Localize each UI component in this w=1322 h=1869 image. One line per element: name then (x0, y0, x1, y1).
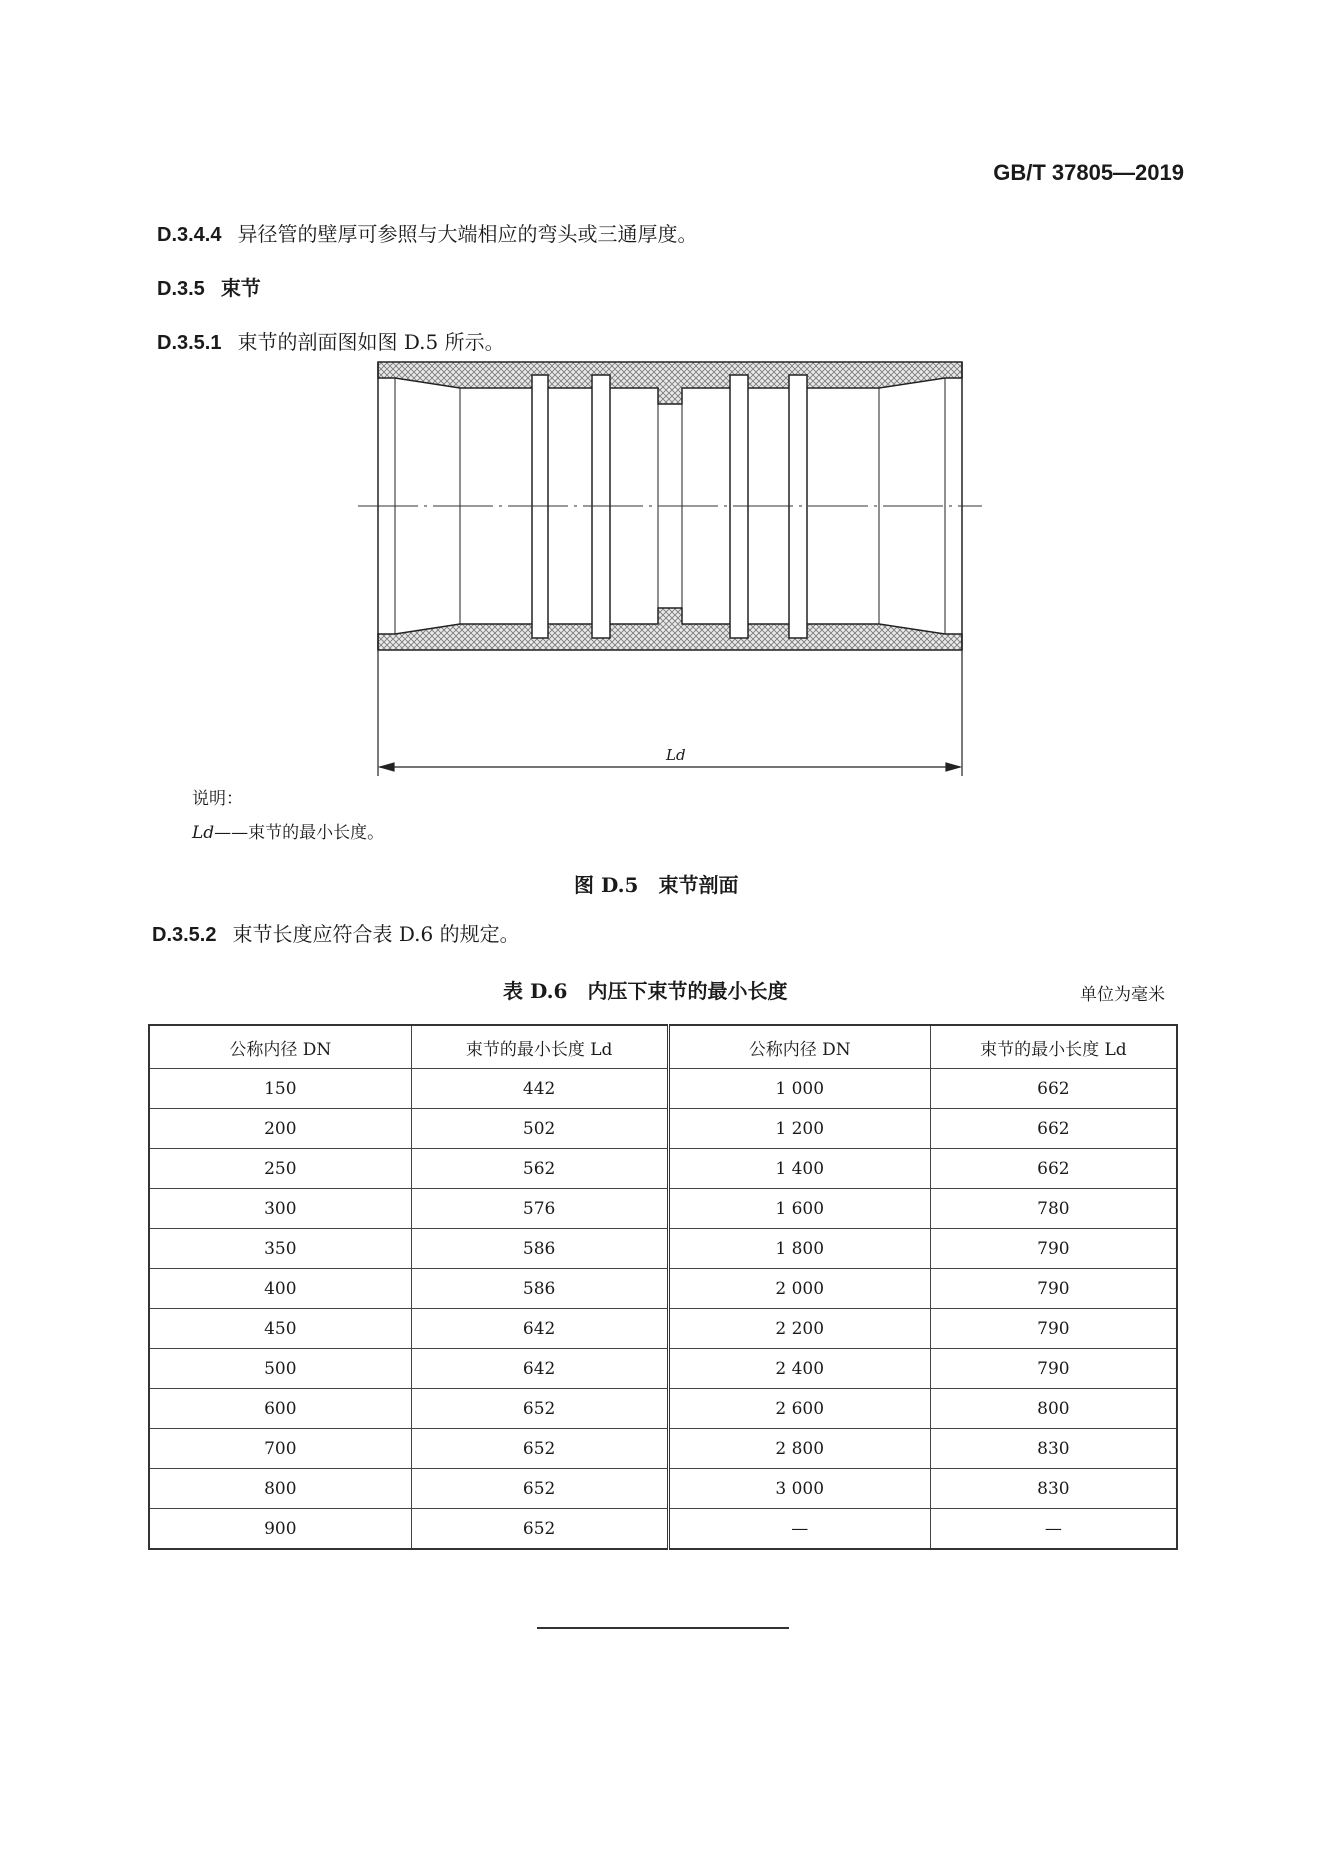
table-cell: 652 (411, 1509, 668, 1550)
table-row (149, 1349, 1177, 1389)
table-cell: 502 (411, 1109, 668, 1149)
table-cell: 900 (149, 1509, 411, 1550)
table-cell: 586 (411, 1269, 668, 1309)
clause-text: 束节长度应符合表 D.6 的规定。 (232, 922, 520, 946)
clause-text: 束节 (220, 276, 261, 300)
table-cell: 400 (149, 1269, 411, 1309)
table-cell: 790 (930, 1269, 1177, 1309)
table-row (149, 1389, 1177, 1429)
table-cell: 1 000 (668, 1069, 930, 1109)
table-cell: 500 (149, 1349, 411, 1389)
table-cell: 790 (930, 1229, 1177, 1269)
table-cell: — (668, 1509, 930, 1550)
table-cell: 1 800 (668, 1229, 930, 1269)
table-row (149, 1269, 1177, 1309)
table-cell: 250 (149, 1149, 411, 1189)
table-cell: 652 (411, 1469, 668, 1509)
table-cell: 662 (930, 1149, 1177, 1189)
table-cell: 450 (149, 1309, 411, 1349)
table-cell: 586 (411, 1229, 668, 1269)
table-cell: 150 (149, 1069, 411, 1109)
table-cell: 800 (149, 1469, 411, 1509)
table-cell: 2 400 (668, 1349, 930, 1389)
table-cell: 2 000 (668, 1269, 930, 1309)
legend-text: ——束节的最小长度。 (214, 823, 385, 843)
table-cell: 600 (149, 1389, 411, 1429)
table-cell: 652 (411, 1429, 668, 1469)
table-row (149, 1509, 1177, 1550)
legend-symbol: Ld (192, 823, 215, 843)
clause-number: D.3.4.4 (157, 224, 222, 246)
table-cell: 1 600 (668, 1189, 930, 1229)
clause-d352 (152, 918, 520, 947)
table-cell: 642 (411, 1309, 668, 1349)
table-cell: 662 (930, 1109, 1177, 1149)
table-caption: 表 D.6 内压下束节的最小长度 (503, 979, 788, 1003)
table-cell: 2 600 (668, 1389, 930, 1429)
table-row (149, 1069, 1177, 1109)
table-cell: 700 (149, 1429, 411, 1469)
table-cell: 790 (930, 1309, 1177, 1349)
legend-item (192, 818, 384, 843)
table-row (149, 1109, 1177, 1149)
clause-number: D.3.5.1 (157, 332, 222, 354)
table-cell: 200 (149, 1109, 411, 1149)
table-cell: 2 200 (668, 1309, 930, 1349)
column-header: 束节的最小长度 Ld (930, 1025, 1177, 1069)
dimension-label: Ld (666, 746, 686, 764)
table-cell: 1 200 (668, 1109, 930, 1149)
clause-text: 异径管的壁厚可参照与大端相应的弯头或三通厚度。 (237, 222, 698, 246)
table-cell: 652 (411, 1389, 668, 1429)
legend-title: 说明： (192, 789, 243, 809)
table-cell: 442 (411, 1069, 668, 1109)
table-cell: 576 (411, 1189, 668, 1229)
coupling-section-figure (0, 0, 1322, 800)
table-cell: 350 (149, 1229, 411, 1269)
table-row (149, 1429, 1177, 1469)
min-length-table (148, 1024, 1178, 1550)
table-row (149, 1469, 1177, 1509)
table-cell: 3 000 (668, 1469, 930, 1509)
table-cell: — (930, 1509, 1177, 1550)
table-cell: 790 (930, 1349, 1177, 1389)
table-cell: 830 (930, 1469, 1177, 1509)
table-unit: 单位为毫米 (1080, 985, 1165, 1005)
table-row (149, 1309, 1177, 1349)
column-header: 公称内径 DN (668, 1025, 930, 1069)
table-row (149, 1149, 1177, 1189)
table-row (149, 1229, 1177, 1269)
column-header: 束节的最小长度 Ld (411, 1025, 668, 1069)
table-cell: 562 (411, 1149, 668, 1189)
table-cell: 1 400 (668, 1149, 930, 1189)
figure-caption: 图 D.5 束节剖面 (574, 873, 739, 897)
column-header: 公称内径 DN (149, 1025, 411, 1069)
clause-number: D.3.5.2 (152, 924, 217, 946)
standard-id: GB/T 37805—2019 (993, 160, 1184, 185)
table-cell: 780 (930, 1189, 1177, 1229)
table-cell: 662 (930, 1069, 1177, 1109)
table-cell: 830 (930, 1429, 1177, 1469)
table-cell: 2 800 (668, 1429, 930, 1469)
table-header-row (149, 1025, 1177, 1069)
clause-text: 束节的剖面图如图 D.5 所示。 (237, 330, 505, 354)
table-cell: 300 (149, 1189, 411, 1229)
table-cell: 800 (930, 1389, 1177, 1429)
clause-number: D.3.5 (157, 278, 205, 300)
table-cell: 642 (411, 1349, 668, 1389)
end-rule (537, 1627, 789, 1629)
table-row (149, 1189, 1177, 1229)
